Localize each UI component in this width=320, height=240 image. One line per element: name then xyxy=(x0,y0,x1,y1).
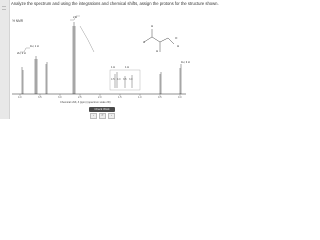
sidebar-tick xyxy=(2,9,6,10)
inset-tick-label: 4.5 xyxy=(111,78,115,81)
bond xyxy=(160,38,168,42)
inset-tick-label: 3.0 xyxy=(129,78,133,81)
left-sidebar xyxy=(0,0,10,119)
x-tick-label: 3.0 xyxy=(58,96,62,99)
previous-button[interactable]: ‹ xyxy=(90,113,97,119)
bond xyxy=(152,37,160,42)
x-axis-label: Chemical shift, δ (ppm) (spectrum scale 2D) xyxy=(60,101,111,104)
atom-label: H xyxy=(156,49,159,53)
x-tick-label: 2.5 xyxy=(78,96,82,99)
peak-label: 2H, 2 H xyxy=(17,52,26,55)
x-tick-label: 4.0 xyxy=(18,96,22,99)
inset-tick-label: 4.0 xyxy=(117,78,121,81)
check-work-button[interactable]: Check Work xyxy=(89,107,115,112)
atom-label: H xyxy=(143,40,146,44)
bond xyxy=(168,38,174,44)
x-tick-label: 1.5 xyxy=(118,96,122,99)
spectrum-title: 'H NMR xyxy=(12,19,24,23)
peak-label: 2 H xyxy=(73,16,78,19)
spectrum-peaks xyxy=(22,22,181,94)
atom-label: O xyxy=(175,36,178,40)
peak-label: 1H, 3 H xyxy=(181,61,190,64)
x-tick-label: 1.0 xyxy=(138,96,142,99)
atom-label: H xyxy=(177,44,180,48)
sidebar-tick xyxy=(2,6,6,7)
integration-curve xyxy=(80,26,94,52)
peak-label: 1H, 1 H xyxy=(30,45,39,48)
x-tick-label: 0.0 xyxy=(178,96,182,99)
instructions-text: Analyze the spectrum and using the integrations and chemical shifts, assign the protons for the structure shown. xyxy=(11,1,219,6)
nmr-spectrum xyxy=(10,12,198,104)
molecule-structure xyxy=(144,29,174,52)
reset-button[interactable]: ↺ xyxy=(99,113,106,119)
x-tick-label: 0.5 xyxy=(158,96,162,99)
inset-tick-label: 3.5 xyxy=(123,78,127,81)
peak-label: 1 H xyxy=(111,66,116,69)
x-tick-label: 3.5 xyxy=(38,96,42,99)
atom-label: H xyxy=(151,24,154,28)
peak-label: 1 H xyxy=(125,66,130,69)
bond xyxy=(144,37,152,42)
x-tick-label: 2.0 xyxy=(98,96,102,99)
next-button[interactable]: › xyxy=(108,113,115,119)
